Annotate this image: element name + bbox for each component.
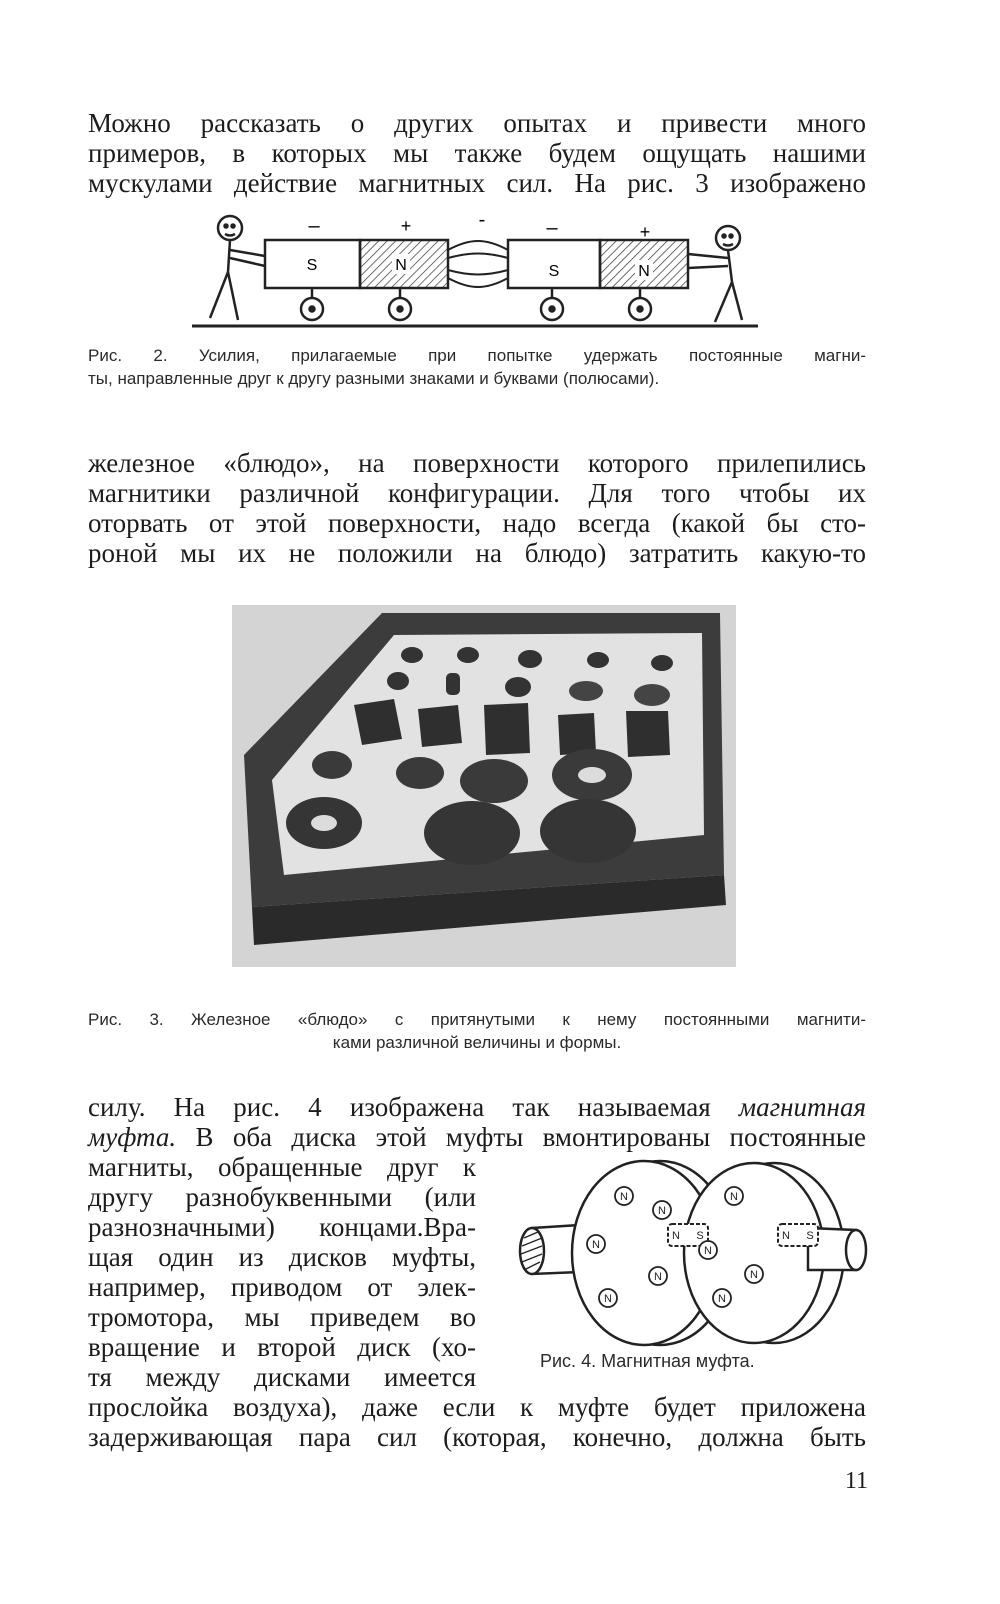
caption-line: ты, направленные друг к другу разными знаками и буквами (полюсами). bbox=[88, 369, 660, 388]
text-line: щая один из дисков муфты, bbox=[88, 1242, 476, 1272]
paragraph-1 bbox=[88, 108, 866, 198]
text-line: мускулами действие магнитных сил. На рис. 3 изображено bbox=[88, 168, 866, 198]
text-line: магнитики различной конфигурации. Для того чтобы их bbox=[88, 478, 866, 508]
paragraph-3-top bbox=[88, 1092, 866, 1152]
pole-label-n: N bbox=[604, 1293, 612, 1305]
text-line: оторвать от этой поверхности, надо всегда (какой бы сто- bbox=[88, 508, 866, 538]
magnet-label: N bbox=[638, 263, 650, 280]
pole-label-s: S bbox=[696, 1230, 704, 1242]
pole-label-n: N bbox=[704, 1245, 712, 1257]
text-line: тя между дисками имеется bbox=[88, 1362, 476, 1392]
caption-line: Рис. 3. Железное «блюдо» с притянутыми к нему постоянными магнити- bbox=[88, 1010, 866, 1029]
figure-3-caption bbox=[88, 1008, 866, 1054]
text-line: примеров, в которых мы также будем ощущать нашими bbox=[88, 138, 866, 168]
polarity-mark: – bbox=[546, 217, 558, 239]
pole-label-n: N bbox=[672, 1230, 680, 1242]
text-line: например, приводом от элек- bbox=[88, 1272, 476, 1302]
pole-label-n: N bbox=[730, 1191, 738, 1203]
text-line bbox=[88, 1092, 866, 1122]
pole-label-n: N bbox=[782, 1230, 790, 1242]
italic-term: магнитная bbox=[738, 1092, 866, 1122]
figure-2-drawing bbox=[180, 210, 770, 335]
page-number: 11 bbox=[844, 1468, 868, 1494]
magnet-label: S bbox=[306, 257, 318, 274]
polarity-mark: + bbox=[400, 216, 412, 236]
text-line: железное «блюдо», на поверхности которого прилепились bbox=[88, 448, 866, 478]
polarity-mark: – bbox=[308, 215, 320, 237]
italic-term: муфта. bbox=[88, 1122, 177, 1152]
pole-label-n: N bbox=[654, 1271, 662, 1283]
text-line: роной мы их не положили на блюдо) затратить какую-то bbox=[88, 538, 866, 568]
figure-4-drawing bbox=[508, 1158, 870, 1348]
text-line bbox=[88, 1122, 866, 1152]
text-run: силу. На рис. 4 изображена так называемая bbox=[88, 1092, 739, 1122]
polarity-mark: + bbox=[639, 222, 651, 242]
pole-label-n: N bbox=[620, 1191, 628, 1203]
text-line: магниты, обращенные друг к bbox=[88, 1152, 476, 1182]
text-line: разнозначными) концами.Вра- bbox=[88, 1212, 476, 1242]
text-line: тромотора, мы приведем во bbox=[88, 1302, 476, 1332]
paragraph-3-wrap bbox=[88, 1152, 476, 1392]
paragraph-3-bottom bbox=[88, 1392, 866, 1452]
pole-label-n: N bbox=[592, 1239, 600, 1251]
paragraph-2 bbox=[88, 448, 866, 568]
caption-line: ками различной величины и формы. bbox=[332, 1033, 622, 1052]
person-right bbox=[688, 226, 742, 322]
figure-2-caption bbox=[88, 344, 866, 390]
wheels bbox=[301, 288, 651, 320]
figure-3-photo bbox=[232, 605, 736, 967]
polarity-mark: - bbox=[478, 210, 486, 231]
magnet-label: S bbox=[548, 263, 560, 280]
field-lines bbox=[448, 241, 508, 287]
pole-label-n: N bbox=[750, 1269, 758, 1281]
text-line: прослойка воздуха), даже если к муфте будет приложена bbox=[88, 1392, 866, 1422]
text-line: другу разнобуквенными (или bbox=[88, 1182, 476, 1212]
magnet-label: N bbox=[395, 257, 407, 274]
text-line: задерживающая пара сил (которая, конечно, должна быть bbox=[88, 1422, 866, 1452]
pole-label-s: S bbox=[806, 1230, 814, 1242]
text-line: вращение и второй диск (хо- bbox=[88, 1332, 476, 1362]
person-left bbox=[210, 216, 265, 320]
pole-label-n: N bbox=[658, 1205, 666, 1217]
text-run: В оба диска этой муфты вмонтированы постоянные bbox=[176, 1122, 866, 1152]
caption-line: Рис. 2. Усилия, прилагаемые при попытке удержать постоянные магни- bbox=[88, 346, 866, 365]
text-line: Можно рассказать о других опытах и привести много bbox=[88, 108, 866, 138]
caption-line: Рис. 4. Магнитная муфта. bbox=[540, 1351, 755, 1371]
pole-label-n: N bbox=[718, 1293, 726, 1305]
figure-4-caption bbox=[540, 1350, 755, 1373]
